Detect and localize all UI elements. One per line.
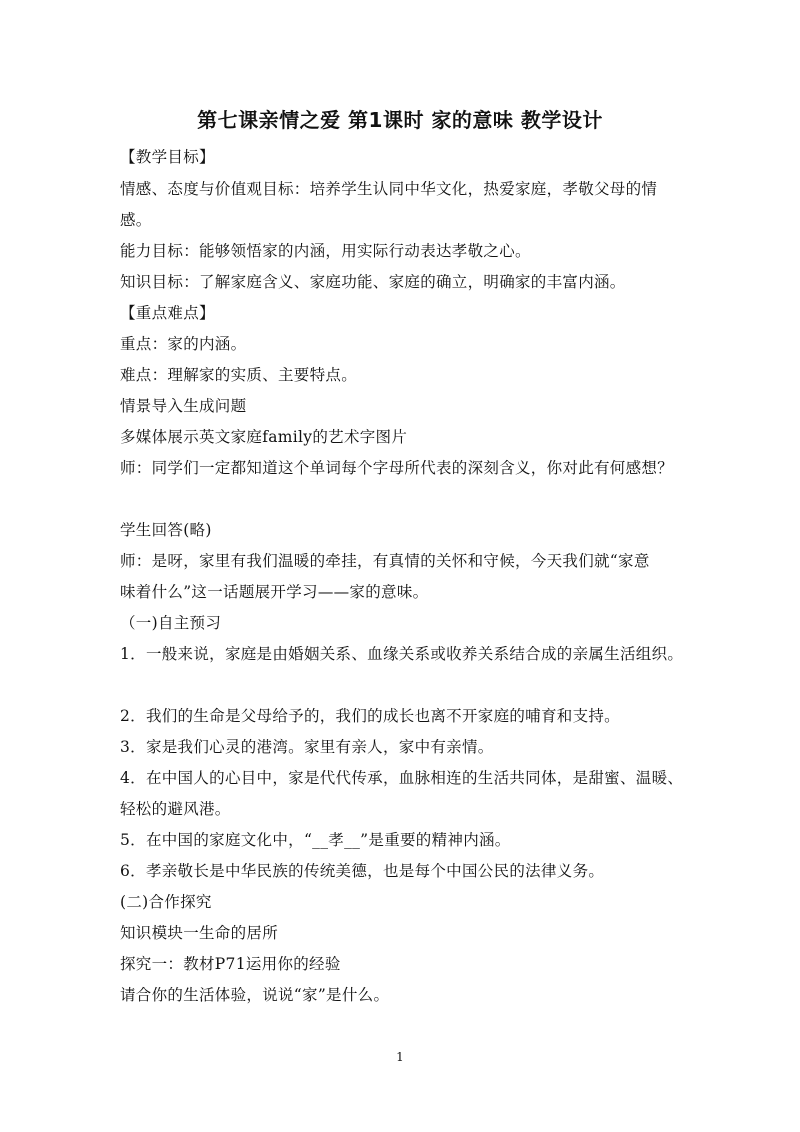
document-title: 第七课亲情之爱 第1课时 家的意味 教学设计	[197, 108, 603, 132]
heading-objectives: 【教学目标】	[120, 148, 215, 166]
section-intro: 情景导入生成问题	[120, 397, 247, 415]
exploration-prompt: 请合你的生活体验，说说“家”是什么。	[120, 986, 390, 1004]
objective-emotion: 情感、态度与价值观目标：培养学生认同中华文化，热爱家庭，孝敬父母的情	[120, 180, 658, 198]
objective-knowledge: 知识目标：了解家庭含义、家庭功能、家庭的确立，明确家的丰富内涵。	[120, 273, 626, 291]
study-item-2: 2．我们的生命是父母给予的，我们的成长也离不开家庭的哺育和支持。	[120, 707, 620, 725]
objective-emotion-cont: 感。	[120, 211, 152, 229]
study-item-4: 4．在中国人的心目中，家是代代传承，血脉相连的生活共同体，是甜蜜、温暖、	[120, 769, 684, 787]
objective-ability: 能力目标：能够领悟家的内涵，用实际行动表达孝敬之心。	[120, 242, 531, 260]
multimedia-note: 多媒体展示英文家庭family的艺术字图片	[120, 428, 408, 446]
knowledge-module-1: 知识模块一生命的居所	[120, 924, 279, 942]
study-item-5: 5．在中国的家庭文化中，“__孝__”是重要的精神内涵。	[120, 831, 511, 849]
heading-key-points: 【重点难点】	[120, 304, 215, 322]
exploration-1: 探究一：教材P71运用你的经验	[120, 955, 341, 973]
teacher-question: 师：同学们一定都知道这个单词每个字母所代表的深刻含义，你对此有何感想？	[120, 459, 674, 477]
teacher-remark-cont: 味着什么”这一话题展开学习——家的意味。	[120, 583, 429, 601]
page-number: 1	[396, 1050, 404, 1064]
study-item-6: 6．孝亲敬长是中华民族的传统美德，也是每个中国公民的法律义务。	[120, 862, 605, 880]
study-item-4-cont: 轻松的避风港。	[120, 800, 231, 818]
student-answer: 学生回答(略)	[120, 521, 212, 539]
section-cooperation: (二)合作探究	[120, 893, 212, 911]
section-self-study: （一)自主预习	[120, 614, 222, 632]
study-item-3: 3．家是我们心灵的港湾。家里有亲人，家中有亲情。	[120, 738, 494, 756]
study-item-1: 1．一般来说，家庭是由婚姻关系、血缘关系或收养关系结合成的亲属生活组织。	[120, 645, 684, 663]
key-point: 重点：家的内涵。	[120, 335, 247, 353]
teacher-remark: 师：是呀，家里有我们温暖的牵挂，有真情的关怀和守候，今天我们就“家意	[120, 552, 650, 570]
difficult-point: 难点：理解家的实质、主要特点。	[120, 366, 358, 384]
